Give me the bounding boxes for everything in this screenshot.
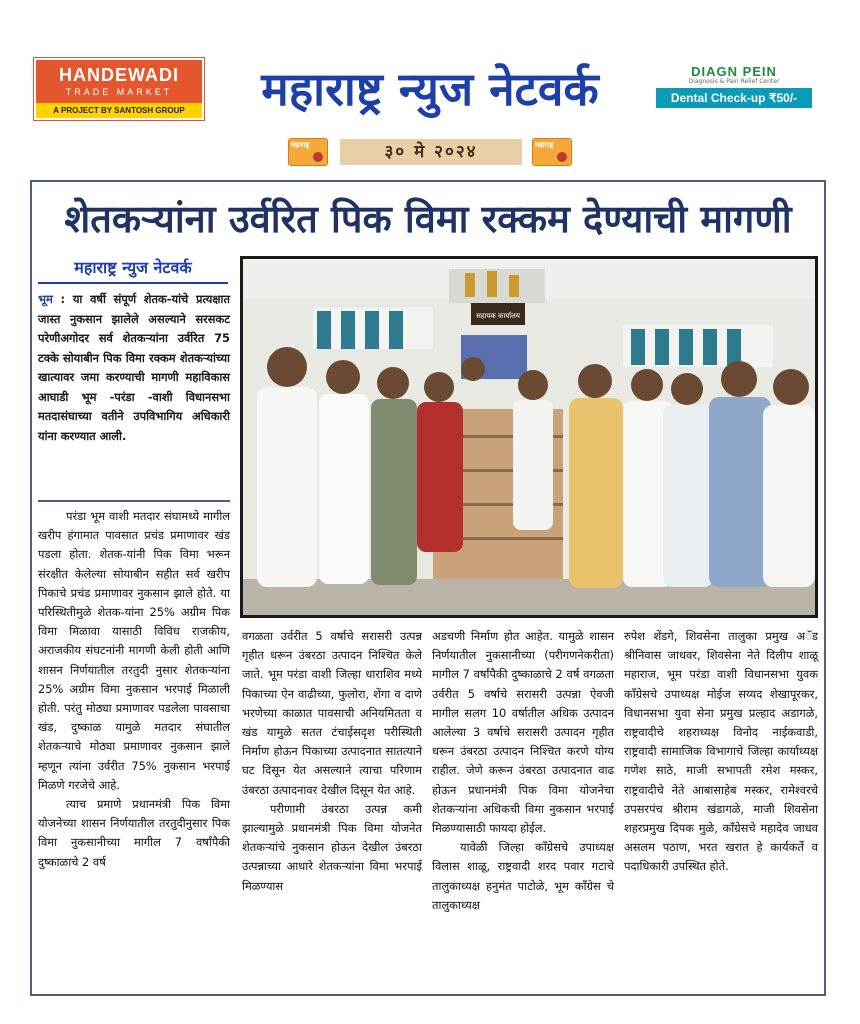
article-column-3 xyxy=(432,627,614,915)
paragraph: परीणामी उंबरठा उत्पन्न कमी झाल्यामुळे प्रधानमंत्री पिक विमा योजनेत शेतकऱ्यांचे नुकसान होऊन देखील उंबरठा उत्पन्नाच्या आधारे शेतकऱ्यांना विमा भरपाई मिळण्यास xyxy=(242,801,422,893)
article-headline: शेतकऱ्यांना उर्वरित पिक विमा रक्कम देण्याची मागणी xyxy=(64,197,792,241)
article-column-4 xyxy=(624,627,818,877)
paragraph: वगळता उर्वरीत 5 वर्षाचे सरासरी उत्पन्न गृहीत धरून उंबरठा उत्पादन निश्चित केले जाते. भूम परंडा वाशी जिल्हा धाराशिव मध्ये पिकाच्या ऐन वाढीच्या, फुलोरा, शेंगा व दाणे भरणेच्या काळात पावसाची अनियमितता व खंड यामुळे सतत टंचाईसदृश परीस्थिती निर्माण होऊन पिकाच्या उत्पादनात सातत्याने घट दिसून येत असल्याने त्याचा परिणाम उंबरठा उत्पादनावर देखील दिसून येत आहे. xyxy=(242,629,422,797)
article-photo xyxy=(240,256,818,618)
ad-brand: DIAGN PEIN xyxy=(691,64,777,79)
paragraph: परंडा भूम वाशी मतदार संघामध्ये मागील खरीप हंगामात पावसात प्रचंड प्रमाणावर खंड पडला होता. शेतक-यांनी पिक विमा भरून संरक्षीत केलेल्या सोयाबीन सहीत सर्व खरीप पिकाचे प्रचंड प्रमाणावर नुकसान झाले होते. या परिस्थितीमुळे शेतक-यांना 25% अग्रीम पिक विमा मिळावा यासाठी विविध राजकीय, अराजकीय संघटनांनी मागणी केली होती आणि शासन निर्णयातील तरतुदी नुसार शेतकऱ्यांना 25% अग्रीम विमा नुकसान भरपाई मिळाली होती. परंतु मोठ्या प्रमाणावर पडलेला पावसाचा खंड, दुष्काळ यामुळे मतदार संघातील शेतकऱ्याचे मोठ्या प्रमाणावर नुकसान झाले म्हणून त्यांना उर्वरीत 75% नुकसान भरपाई मिळणे गरजेचे आहे. xyxy=(38,509,230,792)
handewadi-logo xyxy=(34,58,204,120)
ad-brand-sub: Diagnosis & Pain Relief Center xyxy=(688,78,780,85)
office-board-text: सहायक कार्यालय xyxy=(476,312,520,320)
logo-line2: TRADE MARKET xyxy=(65,87,173,97)
lead-divider xyxy=(38,500,230,502)
article-lead xyxy=(38,290,230,446)
article-frame xyxy=(30,180,826,996)
paper-badge-left-icon: महाराष्ट्र xyxy=(288,138,328,166)
diagnopein-ad[interactable] xyxy=(656,64,812,114)
article-column-2 xyxy=(242,627,422,896)
article-byline: महाराष्ट्र न्युज नेटवर्क xyxy=(38,256,228,284)
paper-badge-right-icon: महाराष्ट्र xyxy=(532,138,572,166)
lead-text: : या वर्षी संपूर्ण शेतक-यांचे प्रत्यक्षात जास्त नुकसान झालेले असल्याने सरसकट परेणीअगोदर सर्व शेतकऱ्यांना उर्वरित 75 टक्के सोयाबीन पिक विमा रक्कम शेतकऱ्यांच्या खात्यावर जमा करण्याची मागणी महाविकास आघाडी भूम -परंडा -वाशी विधानसभा मतदासंघाच्या वतीने उपविभागिय अधिकारी यांना करण्यात आली. xyxy=(38,292,231,443)
logo-line1: HANDEWADI xyxy=(59,65,179,85)
group-photo-illustration xyxy=(243,259,815,615)
issue-date: ३० मे २०२४ xyxy=(340,139,522,165)
paragraph: रुपेश शेंडगे, शिवसेना तालुका प्रमुख अॅड श्रीनिवास जाधवर, शिवसेना नेते दिलीप शाळू महाराज, भूम परंडा वाशी विधानसभा युवक कॉंग्रेसचे उपाध्यक्ष मोईज सय्यद शेखापूरकर, विधानसभा युवा सेना प्रमुख प्रल्हाद अडागळे, राष्ट्रवादीचे शहराध्यक्ष विनोद नाईकवाडी, राष्ट्रवादी सामाजिक विभागाचे जिल्हा कार्याध्यक्ष गणेश साठे, माजी सभापती रमेश मस्कर, राष्ट्रवादीचे नेते आबासाहेब मस्कर, रामेश्वरचे उपसरपंच श्रीराम खंडागळे, माजी शिवसेना शहरप्रमुख दिपक मुळे, काँग्रेसचे महादेव जाधव असलम पठाण, भरत खरात हे कार्यकर्ते व पदाधिकारी उपस्थित होते. xyxy=(624,629,818,874)
logo-line3: A PROJECT BY SANTOSH GROUP xyxy=(36,103,202,118)
lead-place: भूम xyxy=(38,292,53,306)
paragraph: त्याच प्रमाणे प्रधानमंत्री पिक विमा योजनेच्या शासन निर्णयातील तरतुदीनुसार पिक विमा नुकसानीच्या मागील 7 वर्षांपैकी दुष्काळाचे 2 वर्ष xyxy=(38,797,230,869)
article-column-1 xyxy=(38,507,230,872)
paragraph: अडचणी निर्माण होत आहेत. यामुळे शासन निर्णयातील नुकसानीच्या (परीगणनेकरीता) मागील 7 वर्षांपैकी दुष्काळाचे 2 वर्ष वगळता उर्वरीत 5 वर्षाचे सरासरी उत्पन्ना ऐवजी मागील सलग 10 वर्षातील अधिक उत्पादन आलेल्या 3 वर्षाचे सरासरी उत्पादन गृहीत धरून उंबरठा उत्पादन निश्चित करणे योग्य राहील. जेणे करून उंबरठा उत्पादनात वाढ होऊन प्रधानमंत्री पिक विमा योजनेचा शेतकऱ्यांना अधिकची विमा नुकसान भरपाई मिळण्यासाठी फायदा होईल. xyxy=(432,629,614,836)
date-band xyxy=(0,134,860,170)
paragraph: यावेळी जिल्हा काँग्रेसचे उपाध्यक्ष विलास शाळू, राष्ट्रवादी शरद पवार गटाचे तालुकाध्यक्ष हनुमंत पाटोळे, भूम काँग्रेस चे तालुकाध्यक्ष xyxy=(432,840,614,912)
ad-offer: Dental Check-up ₹50/- xyxy=(656,88,812,108)
masthead-title: महाराष्ट्र न्युज नेटवर्क xyxy=(261,62,599,116)
